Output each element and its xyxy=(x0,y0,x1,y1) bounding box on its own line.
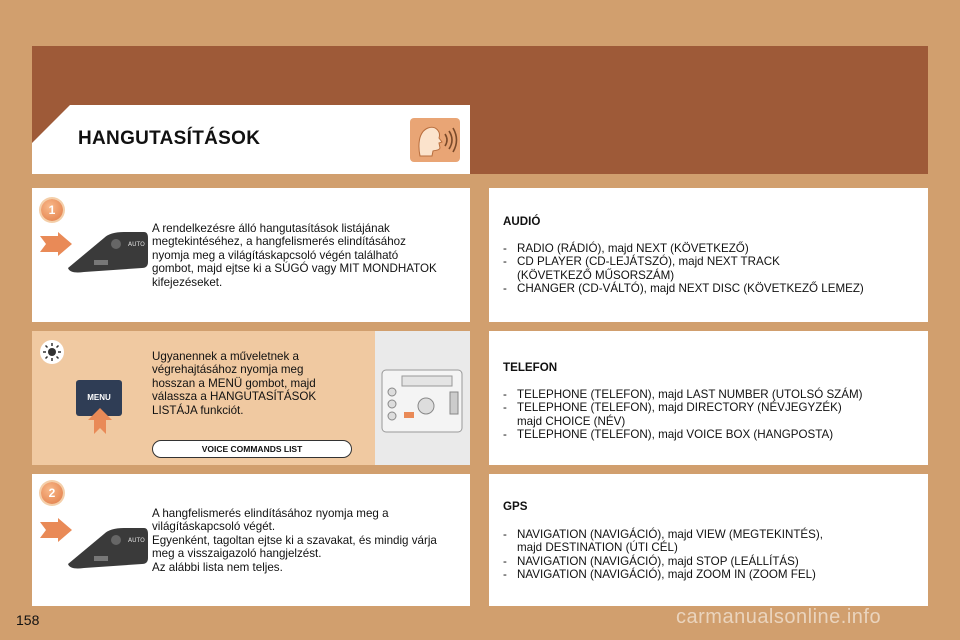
telefon-heading: TELEFON xyxy=(503,361,558,374)
step1-line: gombot, majd ejtse ki a SÚGÓ vagy MIT MONDHATOK xyxy=(152,262,437,276)
radio-unit-icon xyxy=(380,368,464,434)
list-item: - CD PLAYER (CD-LEJÁTSZÓ), majd NEXT TRACK xyxy=(503,255,864,268)
step2-line: meg a visszaigazoló hangjelzést. xyxy=(152,547,322,561)
audio-list xyxy=(503,242,864,296)
list-item-continuation: majd DESTINATION (ÚTI CÉL) xyxy=(517,541,678,555)
alternative-line: Ugyanennek a műveletnek a xyxy=(152,350,299,363)
gps-list xyxy=(503,528,823,582)
step1-text xyxy=(152,222,437,289)
list-item: - RADIO (RÁDIÓ), majd NEXT (KÖVETKEZŐ) xyxy=(503,242,864,255)
voice-commands-list-button: VOICE COMMANDS LIST xyxy=(152,440,352,458)
gps-heading: GPS xyxy=(503,500,528,513)
list-item-continuation: majd CHOICE (NÉV) xyxy=(517,414,626,428)
step2-line: A hangfelismerés elindításához nyomja meg a xyxy=(152,507,389,520)
tip-lamp-icon xyxy=(40,340,64,364)
list-item: - NAVIGATION (NAVIGÁCIÓ), majd ZOOM IN (ZOOM FEL) xyxy=(503,568,823,581)
svg-text:AUTO: AUTO xyxy=(128,537,145,544)
lighting-stalk-icon xyxy=(64,228,148,274)
page-title: HANGUTASÍTÁSOK xyxy=(78,128,261,149)
list-item: - NAVIGATION (NAVIGÁCIÓ), majd STOP (LEÁLLÍTÁS) xyxy=(503,555,823,568)
page-number: 158 xyxy=(16,612,40,628)
list-item: - TELEPHONE (TELEFON), majd LAST NUMBER (UTOLSÓ SZÁM) xyxy=(503,388,863,401)
step1-line: kifejezéseket. xyxy=(152,275,223,289)
list-item-continuation: (KÖVETKEZŐ MŰSORSZÁM) xyxy=(517,268,675,282)
alternative-text xyxy=(152,350,316,417)
step2-line: világításkapcsoló végét. xyxy=(152,520,276,534)
list-item: - NAVIGATION (NAVIGÁCIÓ), majd VIEW (MEGTEKINTÉS), xyxy=(503,528,823,541)
voice-command-icon xyxy=(410,118,460,162)
step1-line: megtekintéséhez, a hangfelismerés elindításához xyxy=(152,235,406,249)
svg-text:AUTO: AUTO xyxy=(128,241,145,248)
lighting-stalk-icon xyxy=(64,524,148,570)
step2-badge: 2 xyxy=(41,482,63,504)
list-item: - TELEPHONE (TELEFON), majd VOICE BOX (HANGPOSTA) xyxy=(503,428,863,441)
alternative-line: végrehajtásához nyomja meg xyxy=(152,363,304,377)
alternative-line: LISTÁJA funkciót. xyxy=(152,403,244,417)
list-item: - TELEPHONE (TELEFON), majd DIRECTORY (NÉVJEGYZÉK) xyxy=(503,401,863,414)
step1-badge: 1 xyxy=(41,199,63,221)
audio-heading: AUDIÓ xyxy=(503,215,541,228)
arrow-up-icon xyxy=(88,408,112,434)
telefon-list xyxy=(503,388,863,442)
list-item: - CHANGER (CD-VÁLTÓ), majd NEXT DISC (KÖVETKEZŐ LEMEZ) xyxy=(503,282,864,295)
alternative-line: hosszan a MENÜ gombot, majd xyxy=(152,376,316,390)
step1-line: A rendelkezésre álló hangutasítások listájának xyxy=(152,222,390,235)
step2-line: Egyenként, tagoltan ejtse ki a szavakat, és mindig várja xyxy=(152,533,437,547)
step2-text xyxy=(152,507,437,574)
step2-line: Az alábbi lista nem teljes. xyxy=(152,560,283,574)
alternative-line: válassza a HANGUTASÍTÁSOK xyxy=(152,390,317,404)
step1-line: nyomja meg a világításkapcsoló végén található xyxy=(152,248,399,262)
menu-button-image: MENU xyxy=(76,380,122,416)
watermark: carmanualsonline.info xyxy=(676,606,882,628)
